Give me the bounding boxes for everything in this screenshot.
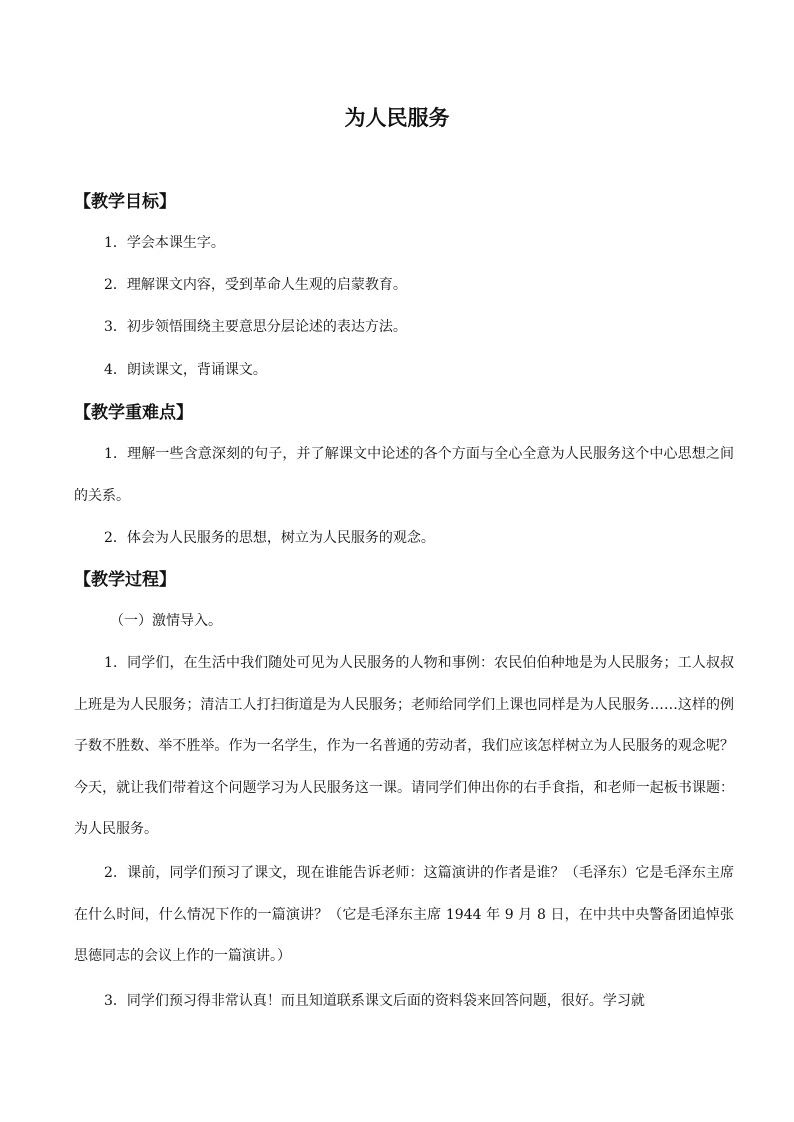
goal-item-4: 4．朗读课文，背诵课文。 (104, 362, 267, 378)
key-point-item-1: 1．理解一些含意深刻的句子，并了解课文中论述的各个方面与全心全意为人民服务这个中心思想之间的关系。 (74, 446, 734, 504)
section-heading-key-points: 【教学重难点】 (74, 403, 193, 423)
process-item-2: 2．课前，同学们预习了课文，现在谁能告诉老师：这篇演讲的作者是谁？（毛泽东）它是毛泽东主席在什么时间，什么情况下作的一篇演讲？（它是毛泽东主席 1944 年 9 月 8 日，在中共中央警备团追悼张思德同志的会议上作的一篇演讲。） (74, 865, 734, 964)
document-title: 为人民服务 (344, 106, 450, 130)
process-item-3: 3．同学们预习得非常认真！而且知道联系课文后面的资料袋来回答问题，很好。学习就 (104, 993, 645, 1009)
section-heading-process: 【教学过程】 (74, 570, 176, 590)
goal-item-1: 1．学会本课生字。 (104, 235, 225, 251)
process-subheading: （一）激情导入。 (110, 613, 222, 629)
process-item-1: 1．同学们，在生活中我们随处可见为人民服务的人物和事例：农民伯伯种地是为人民服务；工人叔叔上班是为人民服务；清洁工人打扫街道是为人民服务；老师给同学们上课也同样是为人民服务……这样的例子数不胜数、举不胜举。作为一名学生，作为一名普通的劳动者，我们应该怎样树立为人民服务的观念呢？今天，就让我们带着这个问题学习为人民服务这一课。请同学们伸出你的右手食指，和老师一起板书课题：为人民服务。 (74, 655, 734, 837)
key-point-item-2: 2．体会为人民服务的思想，树立为人民服务的观念。 (104, 530, 435, 546)
goal-item-3: 3．初步领悟围绕主要意思分层论述的表达方法。 (104, 319, 407, 335)
goal-item-2: 2．理解课文内容，受到革命人生观的启蒙教育。 (104, 277, 407, 293)
section-heading-goals: 【教学目标】 (74, 192, 176, 212)
